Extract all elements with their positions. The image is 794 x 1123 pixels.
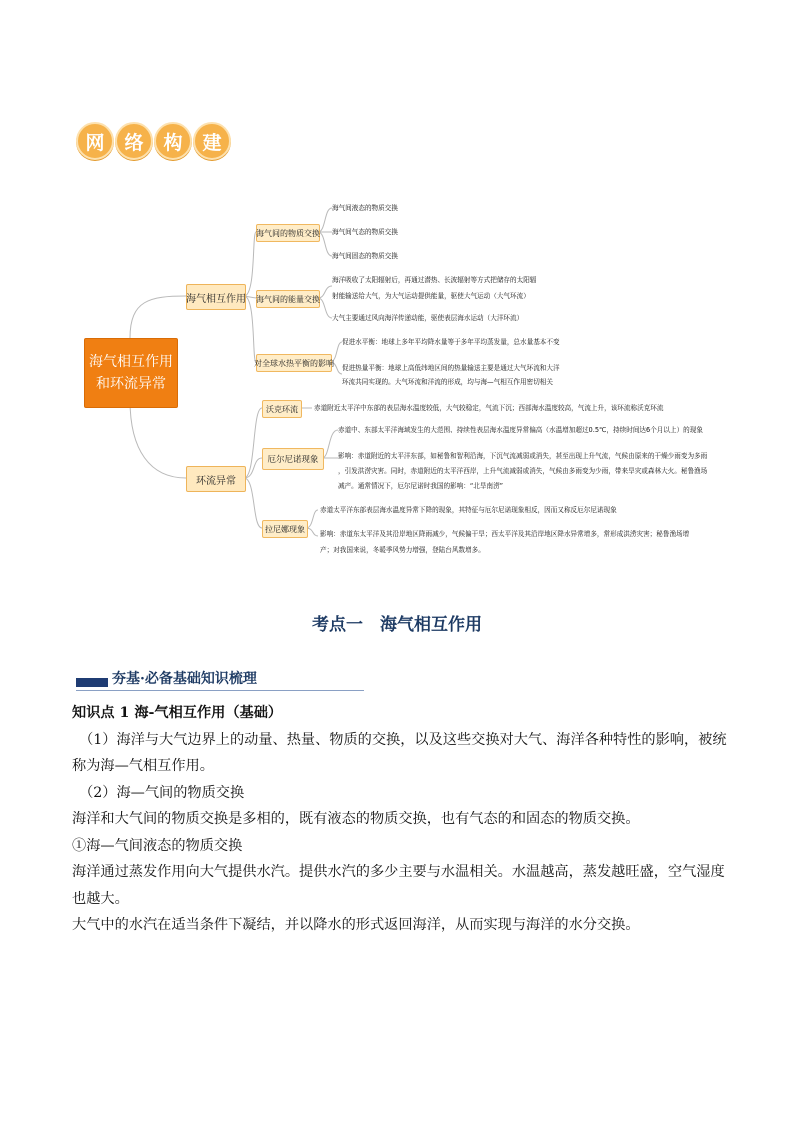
leaf-item: 大气主要通过风向海洋传递动能，驱使表层海水运动（大洋环流） bbox=[332, 314, 524, 322]
root-line-2: 和环流异常 bbox=[96, 376, 166, 392]
leaf-item: 赤道太平洋东部表层海水温度异常下降的现象，其特征与厄尔尼诺现象相反，因而又称反厄尔尼诺现象 bbox=[320, 506, 617, 514]
node-lanina: 拉尼娜现象 bbox=[262, 520, 308, 538]
leaf-item: 赤道附近太平洋中东部的表层海水温度较低，大气较稳定，气流下沉；西部海水温度较高，气流上升，该环流称沃克环流 bbox=[314, 404, 664, 412]
badge-char: 络 bbox=[115, 122, 153, 160]
mind-map-root bbox=[84, 338, 178, 408]
leaf-item: 海洋吸收了太阳辐射后，再通过潜热、长波辐射等方式把储存的太阳辐 bbox=[332, 276, 537, 284]
node-walker: 沃克环流 bbox=[262, 400, 302, 418]
leaf-item: 产；对我国来说，冬暖季风势力增强，登陆台风数增多。 bbox=[320, 546, 485, 554]
leaf-item: 射能输送给大气，为大气运动提供能量，驱使大气运动（大气环流） bbox=[332, 292, 530, 300]
leaf-item: 影响：赤道附近的太平洋东部，如秘鲁和智利沿海，下沉气流减弱或消失，甚至出现上升气流，气候由原来的干燥少雨变为多雨 bbox=[338, 452, 708, 460]
bar-block bbox=[76, 678, 108, 687]
node-circulation-anomaly: 环流异常 bbox=[186, 466, 246, 492]
leaf-item: 促进水平衡：地球上多年平均降水量等于多年平均蒸发量，总水量基本不变 bbox=[342, 338, 560, 346]
paragraph: （1）海洋与大气边界上的动量、热量、物质的交换，以及这些交换对大气、海洋各种特性的影响，被统称为海—气相互作用。 bbox=[72, 731, 727, 774]
mind-map bbox=[0, 190, 794, 580]
paragraph: 大气中的水汽在适当条件下凝结，并以降水的形式返回海洋，从而实现与海洋的水分交换。 bbox=[72, 917, 640, 933]
node-air-sea-interaction: 海气相互作用 bbox=[186, 284, 246, 310]
paragraph: （2）海—气间的物质交换 bbox=[79, 784, 245, 801]
badge-char: 建 bbox=[193, 122, 231, 160]
leaf-item: 赤道中、东部太平洋海域发生的大范围、持续性表层海水温度异常偏高（水温增加超过0.5℃，持续时间达6个月以上）的现象 bbox=[338, 426, 703, 434]
node-material-exchange: 海气间的物质交换 bbox=[256, 224, 320, 242]
leaf-item: 影响：赤道东太平洋及其沿岸地区降雨减少，气候偏干旱；西太平洋及其沿岸地区降水异常增多，常形成洪涝灾害；秘鲁渔场增 bbox=[320, 530, 690, 538]
subsection-bar bbox=[76, 668, 364, 691]
paragraph: ①海—气间液态的物质交换 bbox=[72, 837, 243, 854]
section-title: 考点一 海气相互作用 bbox=[312, 615, 482, 635]
body-text bbox=[72, 700, 728, 939]
leaf-item: 促进热量平衡：地球上高低纬地区间的热量输送主要是通过大气环流和大洋 bbox=[342, 364, 560, 372]
leaf-item: ，引发洪涝灾害。同时，赤道附近的太平洋西岸，上升气流减弱或消失，气候由多雨变为少雨，带来旱灾或森林大火。秘鲁渔场 bbox=[338, 467, 708, 475]
leaf-item: 海气间气态的物质交换 bbox=[332, 228, 398, 236]
paragraph: 海洋和大气间的物质交换是多相的，既有液态的物质交换，也有气态的和固态的物质交换。 bbox=[72, 811, 640, 827]
badge-char: 网 bbox=[76, 122, 114, 160]
subsection-label: 夯基·必备基础知识梳理 bbox=[112, 671, 257, 687]
node-energy-exchange: 海气间的能量交换 bbox=[256, 290, 320, 308]
node-balance-impact: 对全球水热平衡的影响 bbox=[256, 354, 332, 372]
paragraph: 海洋通过蒸发作用向大气提供水汽。提供水汽的多少主要与水温相关。水温越高，蒸发越旺盛，空气湿度也越大。 bbox=[72, 864, 725, 907]
leaf-item: 环流共同实现的。大气环流和洋流的形成，均与海—气相互作用密切相关 bbox=[342, 378, 553, 386]
knowledge-point-title: 知识点 1 海-气相互作用（基础） bbox=[72, 705, 283, 721]
badge-char: 构 bbox=[154, 122, 192, 160]
section-badge bbox=[76, 122, 232, 160]
node-elnino: 厄尔尼诺现象 bbox=[262, 448, 324, 470]
leaf-item: 海气间液态的物质交换 bbox=[332, 204, 398, 212]
leaf-item: 减产。通常情况下，厄尔尼诺时我国的影响：“北旱南涝” bbox=[338, 482, 504, 490]
root-line-1: 海气相互作用 bbox=[89, 354, 173, 370]
leaf-item: 海气间固态的物质交换 bbox=[332, 252, 398, 260]
